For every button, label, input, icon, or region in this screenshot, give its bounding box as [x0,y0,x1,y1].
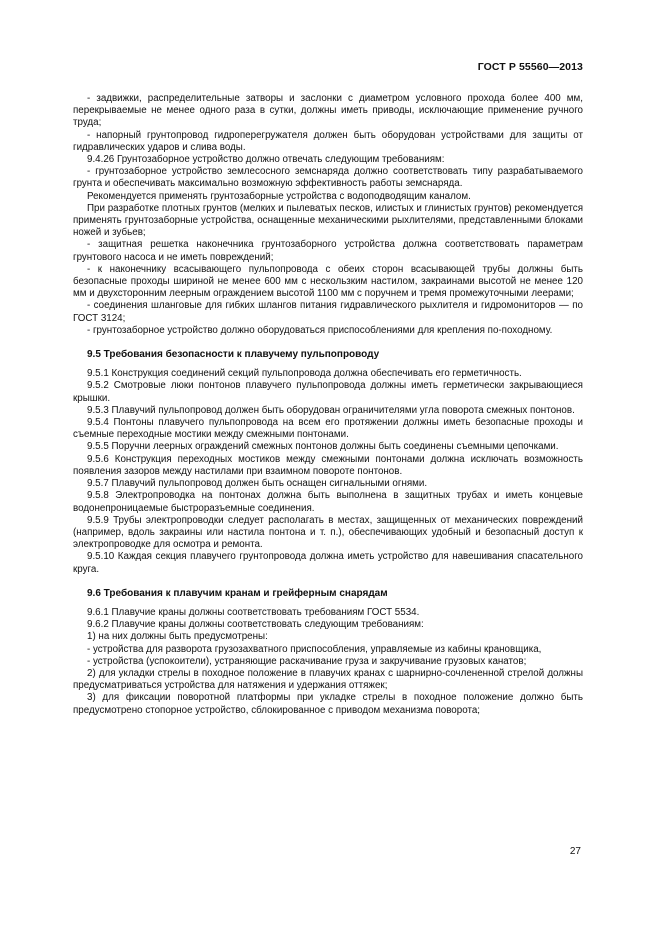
document-body [73,93,583,717]
paragraph: - грунтозаборное устройство землесосного земснаряда должно соответствовать типу разрабатываемого грунта и обеспечивать максимально возможную эффективность работы земснаряда. [73,166,583,190]
paragraph: - грунтозаборное устройство должно оборудоваться приспособлениями для крепления по-походному. [87,324,553,336]
paragraph: 9.5.1 Конструкция соединений секций пульпопровода должна обеспечивать его герметичность. [87,368,522,380]
paragraph: - защитная решетка наконечника грунтозаборного устройства должна соответствовать параметрам грунтового насоса и не иметь повреждений; [73,239,583,263]
paragraph: При разработке плотных грунтов (мелких и пылеватых песков, илистых и глинистых грунтов) рекомендуется применять грунтозаборные устройства, оснащенные механическими рыхлителями, представленными блоками ножей и зубьев; [73,202,583,239]
paragraph: - устройства (успокоители), устраняющие раскачивание груза и закручивание грузовых канатов; [87,655,527,667]
paragraph: 1) на них должны быть предусмотрены: [87,631,268,643]
section-9-4-continuation [73,93,583,337]
paragraph: 9.6.1 Плавучие краны должны соответствовать требованиям ГОСТ 5534. [87,606,420,618]
paragraph: 9.5.2 Смотровые люки понтонов плавучего пульпопровода должны иметь герметически закрывающиеся крышки. [73,380,583,404]
page-number: 27 [569,846,581,857]
paragraph: 9.5.6 Конструкция переходных мостиков между смежными понтонами должна исключать возможность появления зазоров между настилами при взаимном повороте понтонов. [73,453,583,477]
paragraph: 9.4.26 Грунтозаборное устройство должно отвечать следующим требованиям: [87,154,445,166]
paragraph: 9.5.8 Электропроводка на понтонах должна быть выполнена в защитных трубах и иметь концевые водонепроницаемые быстроразъемные соединения. [73,490,583,514]
paragraph: - устройства для разворота грузозахватного приспособления, управляемые из кабины крановщика, [87,643,542,655]
section-9-5 [73,368,583,575]
paragraph: 2) для укладки стрелы в походное положение в плавучих кранах с шарнирно-сочлененной стрелой должны предусматриваться устройства для натяжения и удержания оттяжек; [73,667,583,692]
paragraph: 9.5.3 Плавучий пульпопровод должен быть оборудован ограничителями угла поворота смежных понтонов. [87,404,575,416]
paragraph: - задвижки, распределительные затворы и заслонки с диаметром условного прохода более 400 мм, перекрываемые не менее одного раза в сутки, должны иметь приводы, исключающие применение ручного труда; [73,93,583,129]
paragraph: 9.5.5 Поручни леерных ограждений смежных понтонов должны быть соединены съемными цепочками. [87,441,559,453]
paragraph: - напорный грунтопровод гидроперегружателя должен быть оборудован устройствами для защиты от гидравлических ударов и слива воды. [73,129,583,153]
section-heading-9-5: 9.5 Требования безопасности к плавучему пульпопроводу [87,349,380,361]
paragraph: 9.5.4 Понтоны плавучего пульпопровода на всем его протяжении должны иметь безопасные проходы и съемные переходные мостики между смежными понтонами. [73,417,583,441]
paragraph: Рекомендуется применять грунтозаборные устройства с водоподводящим каналом. [87,190,471,202]
paragraph: 3) для фиксации поворотной платформы при укладке стрелы в походное положение должно быть предусмотрено стопорное устройство, сблокированное с приводом механизма поворота; [73,692,583,716]
paragraph: 9.5.7 Плавучий пульпопровод должен быть оснащен сигнальными огнями. [87,478,428,490]
paragraph: 9.6.2 Плавучие краны должны соответствовать следующим требованиям: [87,619,424,631]
section-9-6 [73,607,583,717]
section-heading-9-6: 9.6 Требования к плавучим кранам и грейферным снарядам [87,587,388,599]
paragraph: - соединения шланговые для гибких шлангов питания гидравлического рыхлителя и гидромониторов — по ГОСТ 3124; [73,300,583,324]
paragraph: 9.5.9 Трубы электропроводки следует располагать в местах, защищенных от механических повреждений (например, вдоль закраины или настила понтона и т. п.), обеспечивающих удобный и безопасный доступ к электропроводке для осмотра и ремонта. [73,514,583,551]
paragraph: - к наконечнику всасывающего пульпопровода с обеих сторон всасывающей трубы должны быть безопасные проходы шириной не менее 600 мм с нескользким настилом, закраинами высотой не менее 120 мм и двухсторонним леерным ограждением высотой 1100 мм с поручнем и тремя промежуточными леерами; [73,263,583,300]
document-header: ГОСТ Р 55560—2013 [477,61,583,73]
paragraph: 9.5.10 Каждая секция плавучего грунтопровода должна иметь устройство для навешивания спасательного круга. [73,551,583,575]
